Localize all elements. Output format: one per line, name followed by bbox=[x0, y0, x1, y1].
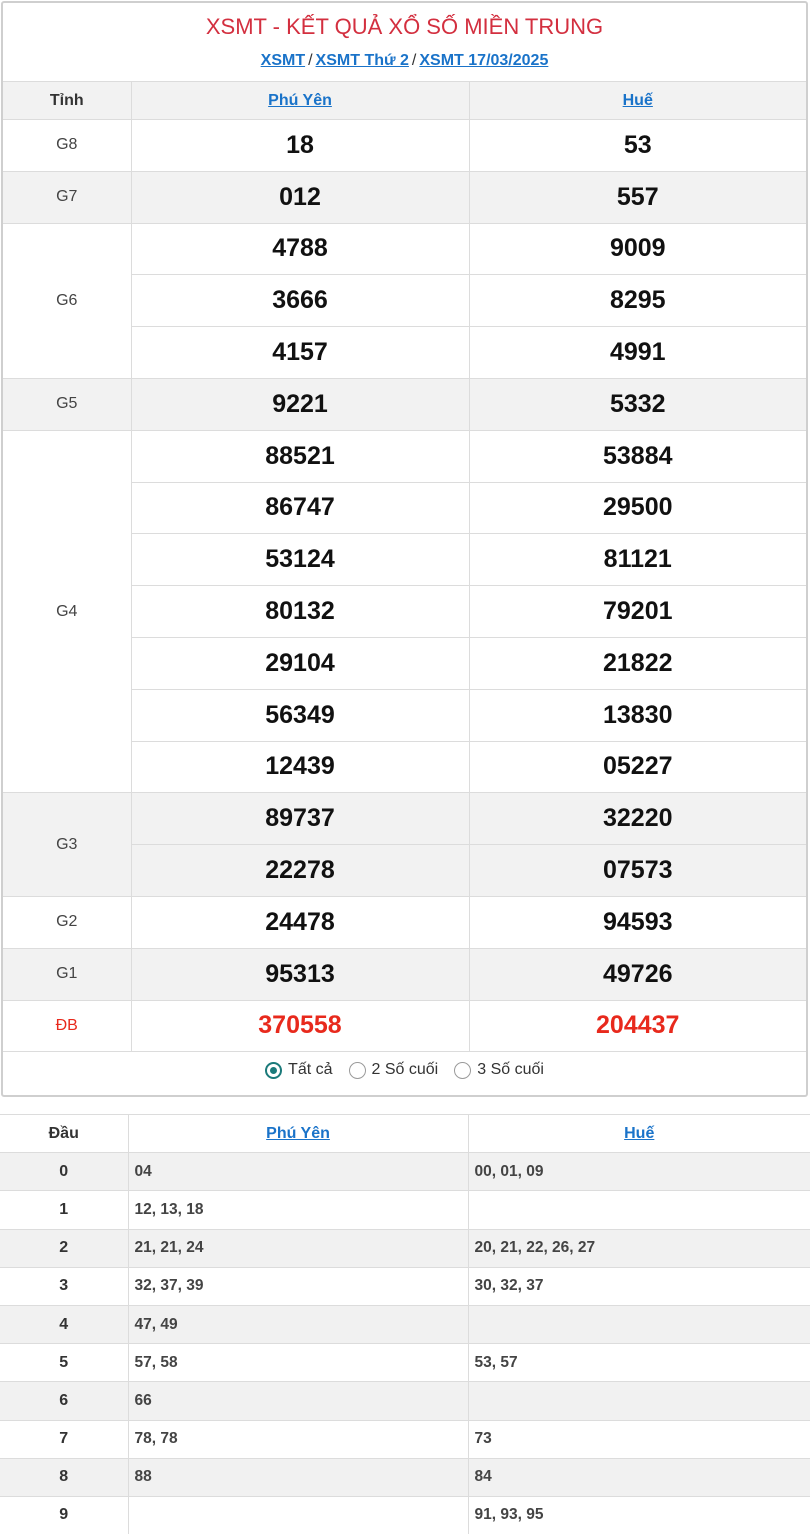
prize-number: 79201 bbox=[469, 586, 806, 638]
prize-number: 53884 bbox=[469, 430, 806, 482]
prize-label: G7 bbox=[3, 171, 131, 223]
loto-values: 53, 57 bbox=[468, 1344, 810, 1382]
prize-label: G6 bbox=[3, 223, 131, 378]
loto-values: 04 bbox=[128, 1153, 468, 1191]
loto-values: 57, 58 bbox=[128, 1344, 468, 1382]
radio-icon[interactable] bbox=[349, 1062, 366, 1079]
head-digit: 3 bbox=[0, 1267, 128, 1305]
prize-number: 05227 bbox=[469, 741, 806, 793]
result-row bbox=[3, 378, 806, 430]
prize-number: 5332 bbox=[469, 378, 806, 430]
prize-number: 07573 bbox=[469, 845, 806, 897]
loto-values bbox=[468, 1382, 810, 1420]
result-row bbox=[3, 430, 806, 482]
head-digit: 7 bbox=[0, 1420, 128, 1458]
head-digit: 9 bbox=[0, 1496, 128, 1534]
prize-number: 9221 bbox=[131, 378, 469, 430]
filter-last-2-label: 2 Số cuối bbox=[371, 1061, 439, 1078]
filter-last-3-label: 3 Số cuối bbox=[477, 1061, 544, 1078]
loto-values: 91, 93, 95 bbox=[468, 1496, 810, 1534]
special-prize-number: 204437 bbox=[469, 1000, 806, 1052]
loto-values: 78, 78 bbox=[128, 1420, 468, 1458]
loto-row bbox=[0, 1153, 810, 1191]
province-link-hue[interactable]: Huế bbox=[469, 82, 806, 120]
province-link-phu-yen[interactable]: Phú Yên bbox=[131, 82, 469, 120]
result-row bbox=[3, 793, 806, 845]
head-digit: 8 bbox=[0, 1458, 128, 1496]
radio-icon[interactable] bbox=[454, 1062, 471, 1079]
radio-selected-icon[interactable] bbox=[265, 1062, 282, 1079]
prize-number: 4991 bbox=[469, 327, 806, 379]
prize-number: 8295 bbox=[469, 275, 806, 327]
prize-number: 557 bbox=[469, 171, 806, 223]
loto-values: 73 bbox=[468, 1420, 810, 1458]
filter-last-3[interactable] bbox=[454, 1061, 544, 1079]
head-digit: 1 bbox=[0, 1191, 128, 1229]
loto-row bbox=[0, 1458, 810, 1496]
prize-number: 80132 bbox=[131, 586, 469, 638]
loto-row bbox=[0, 1267, 810, 1305]
head-digit: 0 bbox=[0, 1153, 128, 1191]
loto-values bbox=[128, 1496, 468, 1534]
prize-number: 94593 bbox=[469, 896, 806, 948]
head-digit: 2 bbox=[0, 1229, 128, 1267]
breadcrumb bbox=[3, 50, 806, 72]
head-digit: 4 bbox=[0, 1305, 128, 1343]
result-row bbox=[3, 120, 806, 172]
special-prize-number: 370558 bbox=[131, 1000, 469, 1052]
loto-values: 47, 49 bbox=[128, 1305, 468, 1343]
prize-number: 95313 bbox=[131, 948, 469, 1000]
result-row bbox=[3, 896, 806, 948]
prize-number: 53 bbox=[469, 120, 806, 172]
prize-number: 9009 bbox=[469, 223, 806, 275]
prize-number: 81121 bbox=[469, 534, 806, 586]
prize-number: 32220 bbox=[469, 793, 806, 845]
prize-number: 21822 bbox=[469, 637, 806, 689]
prize-number: 4788 bbox=[131, 223, 469, 275]
loto-values bbox=[468, 1191, 810, 1229]
loto-values: 66 bbox=[128, 1382, 468, 1420]
loto-values: 00, 01, 09 bbox=[468, 1153, 810, 1191]
loto-row bbox=[0, 1344, 810, 1382]
loto-values: 30, 32, 37 bbox=[468, 1267, 810, 1305]
results-panel bbox=[1, 1, 808, 1097]
loto-values bbox=[468, 1305, 810, 1343]
prize-number: 29104 bbox=[131, 637, 469, 689]
loto-row bbox=[0, 1191, 810, 1229]
breadcrumb-separator: / bbox=[411, 52, 417, 69]
loto-row bbox=[0, 1305, 810, 1343]
loto-row bbox=[0, 1420, 810, 1458]
prize-number: 88521 bbox=[131, 430, 469, 482]
prize-number: 12439 bbox=[131, 741, 469, 793]
loto-values: 20, 21, 22, 26, 27 bbox=[468, 1229, 810, 1267]
loto-row bbox=[0, 1229, 810, 1267]
prize-label: G1 bbox=[3, 948, 131, 1000]
result-row bbox=[3, 223, 806, 275]
prize-label: G5 bbox=[3, 378, 131, 430]
prize-number: 4157 bbox=[131, 327, 469, 379]
breadcrumb-xsmt-link[interactable]: XSMT bbox=[260, 52, 306, 69]
loto-values: 32, 37, 39 bbox=[128, 1267, 468, 1305]
loto-row bbox=[0, 1382, 810, 1420]
prize-number: 24478 bbox=[131, 896, 469, 948]
prize-number: 49726 bbox=[469, 948, 806, 1000]
prize-number: 29500 bbox=[469, 482, 806, 534]
head-digit: 6 bbox=[0, 1382, 128, 1420]
prize-number: 53124 bbox=[131, 534, 469, 586]
loto-table bbox=[0, 1114, 810, 1534]
prize-number: 13830 bbox=[469, 689, 806, 741]
digit-filter-group bbox=[3, 1061, 806, 1079]
loto-values: 84 bbox=[468, 1458, 810, 1496]
prize-number: 56349 bbox=[131, 689, 469, 741]
prize-number: 86747 bbox=[131, 482, 469, 534]
prize-number: 18 bbox=[131, 120, 469, 172]
loto-values: 88 bbox=[128, 1458, 468, 1496]
loto-body bbox=[0, 1153, 810, 1534]
prize-number: 89737 bbox=[131, 793, 469, 845]
filter-all[interactable] bbox=[265, 1061, 332, 1079]
loto-province-link-phu-yen[interactable]: Phú Yên bbox=[128, 1115, 468, 1153]
filter-last-2[interactable] bbox=[349, 1061, 439, 1079]
loto-values: 12, 13, 18 bbox=[128, 1191, 468, 1229]
result-row bbox=[3, 171, 806, 223]
prize-label: G2 bbox=[3, 896, 131, 948]
loto-values: 21, 21, 24 bbox=[128, 1229, 468, 1267]
filter-all-label: Tất cả bbox=[288, 1061, 333, 1078]
head-digit-column-header: Đầu bbox=[0, 1115, 128, 1153]
prize-label: G3 bbox=[3, 793, 131, 897]
loto-row bbox=[0, 1496, 810, 1534]
breadcrumb-date-link[interactable]: XSMT 17/03/2025 bbox=[419, 52, 549, 69]
province-column-header: Tỉnh bbox=[3, 82, 131, 120]
head-digit: 5 bbox=[0, 1344, 128, 1382]
loto-province-link-hue[interactable]: Huế bbox=[468, 1115, 810, 1153]
result-row bbox=[3, 948, 806, 1000]
prize-label: ĐB bbox=[3, 1000, 131, 1052]
results-table bbox=[3, 81, 806, 1052]
prize-number: 012 bbox=[131, 171, 469, 223]
breadcrumb-separator: / bbox=[308, 52, 313, 69]
prize-label: G8 bbox=[3, 120, 131, 172]
prize-number: 3666 bbox=[131, 275, 469, 327]
breadcrumb-weekday-link[interactable]: XSMT Thứ 2 bbox=[315, 52, 409, 69]
result-row bbox=[3, 1000, 806, 1052]
results-body bbox=[3, 120, 806, 1052]
page-title: XSMT - KẾT QUẢ XỔ SỐ MIỀN TRUNG bbox=[205, 14, 604, 39]
prize-label: G4 bbox=[3, 430, 131, 793]
prize-number: 22278 bbox=[131, 845, 469, 897]
